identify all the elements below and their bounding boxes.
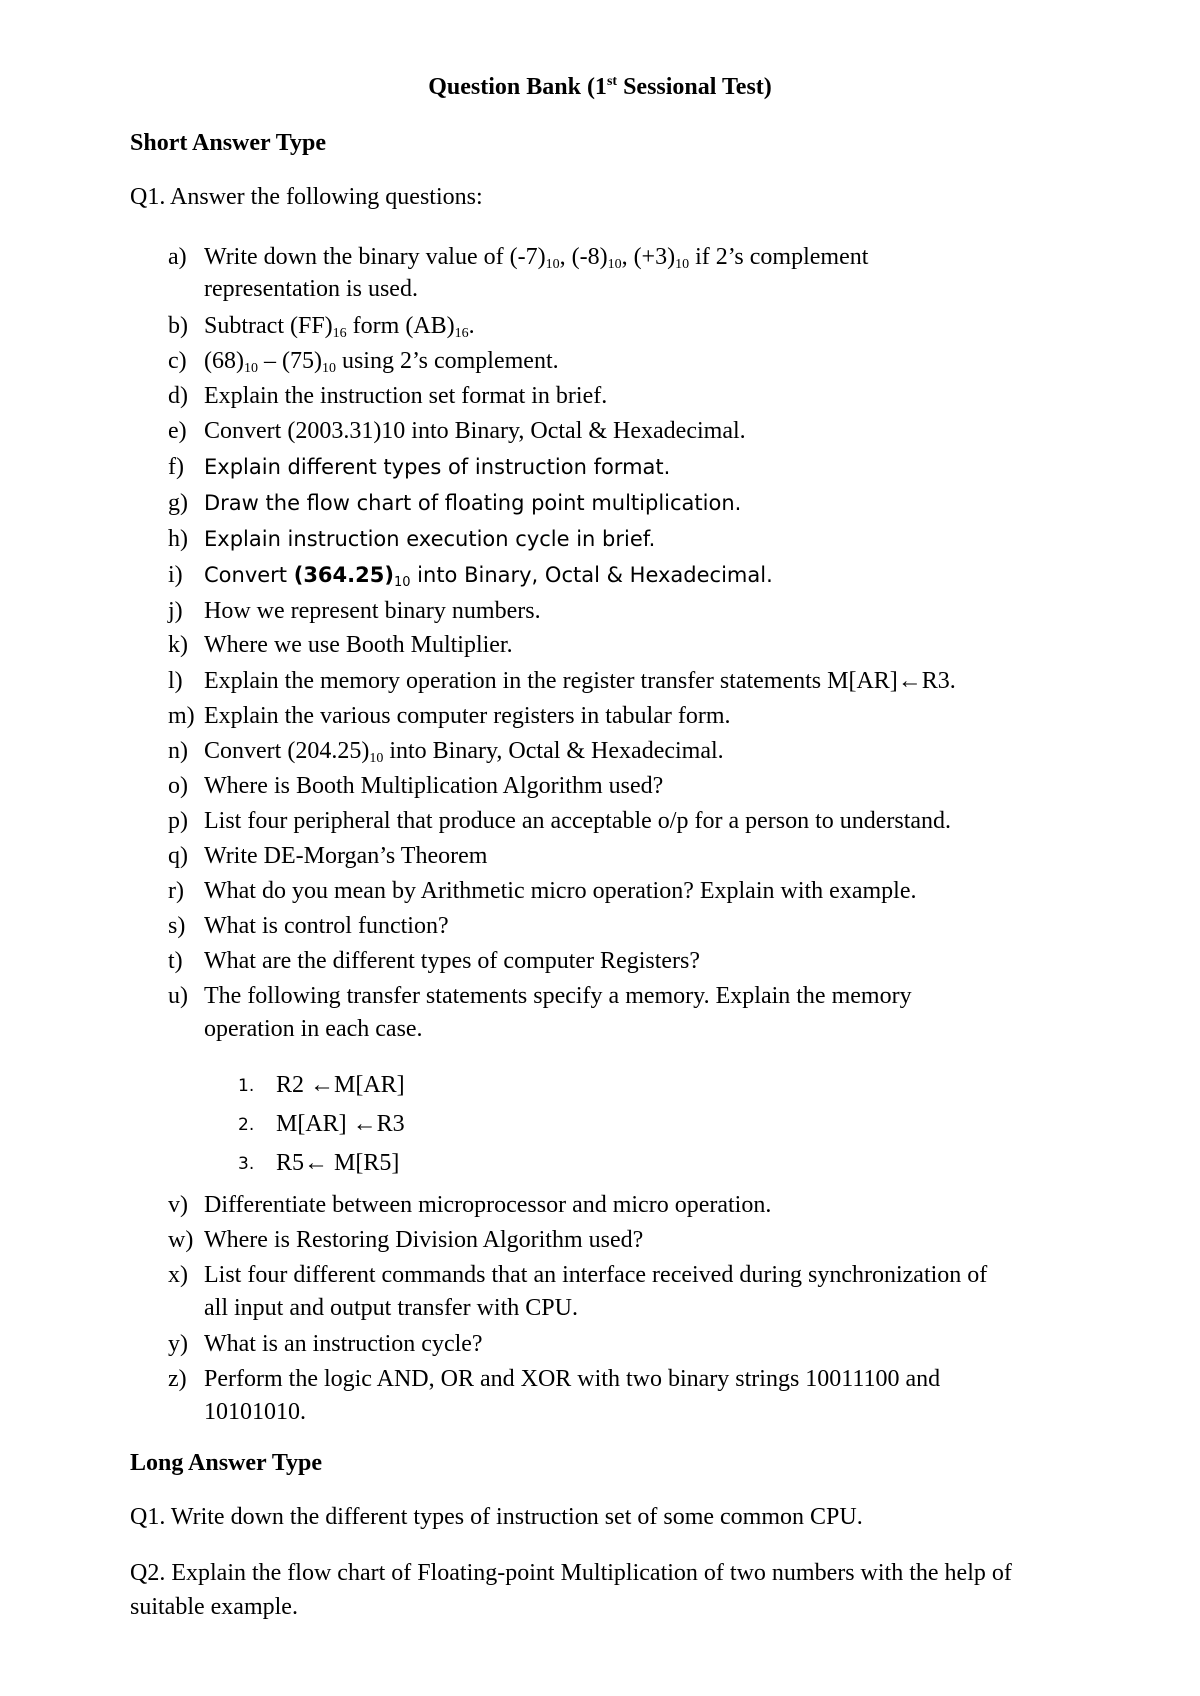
long-answer-heading: Long Answer Type (130, 1450, 323, 1476)
long-question-2: Q2. Explain the flow chart of Floating-point Multiplication of two numbers with the help of suitable example. (130, 1560, 1012, 1620)
long-question-1: Q1. Write down the different types of instruction set of some common CPU. (130, 1504, 863, 1530)
short-answer-heading: Short Answer Type (130, 130, 327, 156)
q1-intro: Q1. Answer the following questions: (130, 184, 483, 210)
document-page: Question Bank (1st Sessional Test) Short Answer Type Q1. Answer the following questions: a) Write down the binary value of $(-7)_{10}$, $(-8)_{10}$, $(+3)_{10}$ if 2’s complement representation is used. b) Subtract $(FF)_{16}$ form $(AB)_{16}$. c) $(68)_{10} - (75)_{10}$ using 2’s complement. d) Explain the instruction set format in brief. e) Convert (2003.31)10 into Binary, Octal & Hexadecimal. f) Explain different types of instruction format. g) Draw the flow chart of floating point multiplication. h) Explain instruction execution cycle in brief. i) Convert (364.25)10 into Binary, Octal & Hexadecimal. j) How we represent binary numbers. k) Where we use Booth Multiplier. l) Explain the memory operation in the register transfer statements M[AR]←R3. m) Explain the various computer registers in tabular form. n) Convert $(204.25)_{10}$ into Binary, Octal & Hexadecimal. o) Where is Booth Multiplication Algorithm used? p) List four peripheral that produce an acceptable o/p for a person to understand. q) Write DE-Morgan’s Theorem r) What do you mean by Arithmetic micro operation? Explain with example. s) What is control function? t) What are the different types of computer Registers? u) The following transfer statements specify a memory. Explain the memory operation in each case. 1. R2 ←M[AR] 2. M[AR] ←R3 3. R5← M[R5] v) Differentiate between microprocessor and micro operation. w) Where is Restoring Division Algorithm used? x) List four different commands that an interface received during synchronization of all input and output transfer with CPU. y) What is an instruction cycle? z) Perform the logic AND, OR and XOR with two binary strings 10011100 and 10101010. Long Answer Type Q1. Write down the different types of instruction set of some common CPU. Q2. Explain the flow chart of Floating-point Multiplication of two numbers with the help of suitable example. (0, 0, 1200, 1696)
page-title: Question Bank (1st Sessional Test) (428, 74, 772, 100)
